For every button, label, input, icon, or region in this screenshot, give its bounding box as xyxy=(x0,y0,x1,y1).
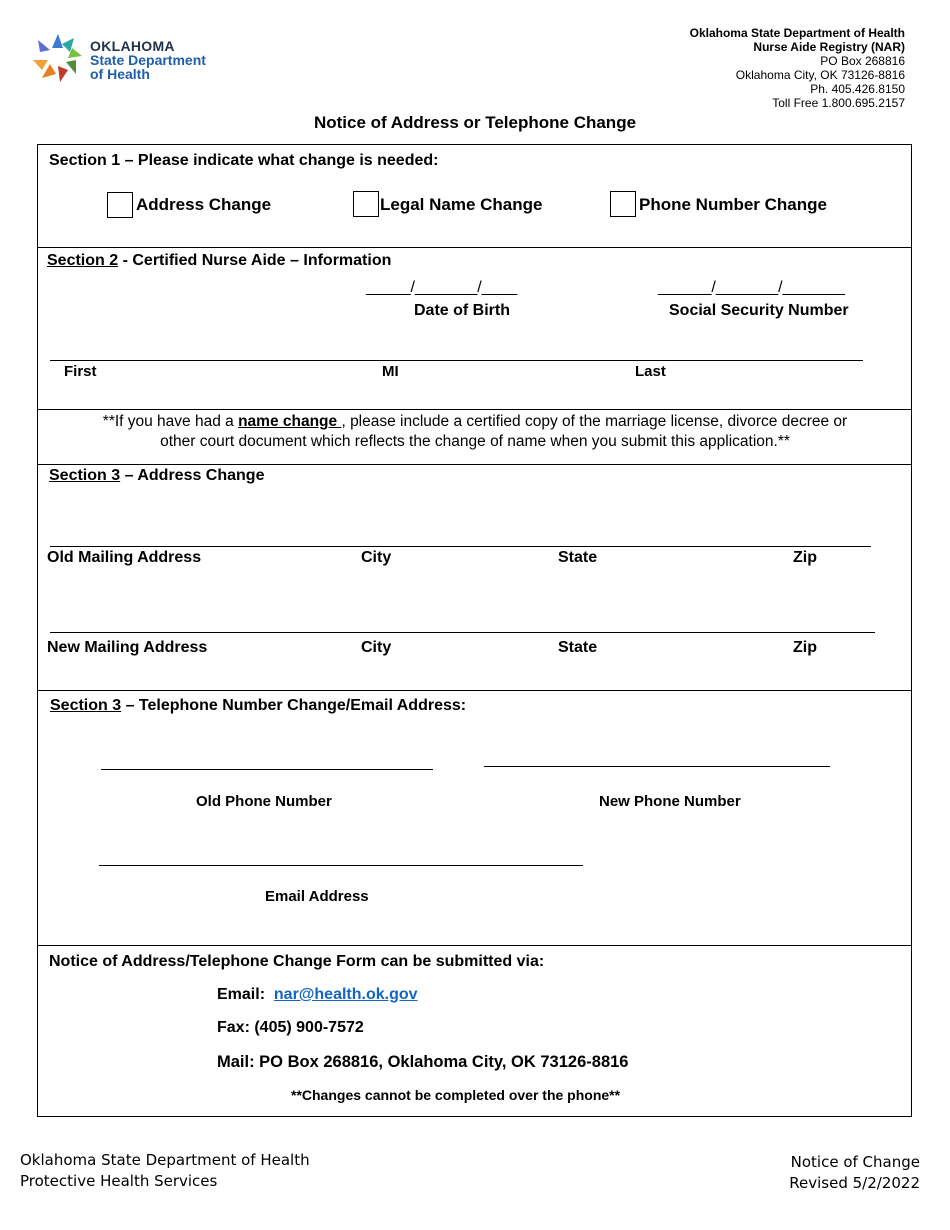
agency-address xyxy=(690,26,905,110)
old-city-label: City xyxy=(361,549,392,566)
po-box: PO Box 268816 xyxy=(820,54,905,68)
section3-address-rest: – Address Change xyxy=(120,467,265,484)
logo-line-2: State Department xyxy=(90,52,206,68)
old-mailing-address-label: Old Mailing Address xyxy=(47,549,202,566)
submission-email xyxy=(217,986,418,1004)
section3-phone-prefix: Section 3 xyxy=(50,697,122,714)
footer-agency: Oklahoma State Department of Health xyxy=(20,1151,310,1169)
email-address-label: Email Address xyxy=(265,888,369,905)
legal-name-change-label: Legal Name Change xyxy=(380,195,543,214)
address-change-label: Address Change xyxy=(136,195,272,214)
divider-note-top xyxy=(37,409,912,410)
footer-division: Protective Health Services xyxy=(20,1172,218,1190)
phone: Ph. 405.426.8150 xyxy=(810,82,905,96)
phone-number-change-checkbox[interactable] xyxy=(610,191,636,217)
new-mailing-address-label: New Mailing Address xyxy=(47,639,208,656)
new-state-label: State xyxy=(558,639,598,656)
section2-heading-prefix: Section 2 xyxy=(47,252,119,269)
first-name-label: First xyxy=(64,363,97,380)
form-title: Notice of Address or Telephone Change xyxy=(313,113,637,132)
footer-revision: Revised 5/2/2022 xyxy=(789,1174,920,1192)
email-input-line[interactable] xyxy=(99,865,583,866)
city-state-zip: Oklahoma City, OK 73126-8816 xyxy=(735,68,905,82)
legal-name-change-checkbox[interactable] xyxy=(353,191,379,217)
note-part1: **If you have had a xyxy=(102,413,239,430)
new-zip-label: Zip xyxy=(793,639,817,656)
ssn-label: Social Security Number xyxy=(669,302,849,319)
section3-address-heading xyxy=(49,467,264,485)
logo-star-icon xyxy=(30,30,86,86)
section1-heading: Section 1 – Please indicate what change is needed: xyxy=(49,152,439,169)
divider-phone-section xyxy=(37,690,912,691)
divider-section1 xyxy=(37,247,912,248)
divider-note-bottom xyxy=(37,464,912,465)
submission-fax: Fax: (405) 900-7572 xyxy=(217,1019,364,1036)
logo-line-3: of Health xyxy=(90,66,150,82)
phone-warning: **Changes cannot be completed over the phone** xyxy=(291,1087,621,1103)
email-label: Email: xyxy=(217,986,266,1003)
old-phone-input-line[interactable] xyxy=(101,769,433,770)
new-phone-label: New Phone Number xyxy=(599,793,741,810)
ssn-input[interactable]: ______/_______/_______ xyxy=(658,279,845,296)
section3-phone-heading xyxy=(50,697,466,715)
last-name-label: Last xyxy=(635,363,666,380)
section3-address-prefix: Section 3 xyxy=(49,467,121,484)
footer-form-name: Notice of Change xyxy=(790,1153,920,1171)
toll-free: Toll Free 1.800.695.2157 xyxy=(772,96,905,110)
note-part2: , please include a certified copy of the marriage license, divorce decree or xyxy=(341,413,848,430)
address-change-checkbox[interactable] xyxy=(107,192,133,218)
section2-heading xyxy=(47,252,391,270)
new-address-input-line[interactable] xyxy=(50,632,875,633)
footer-left xyxy=(20,1150,310,1192)
new-city-label: City xyxy=(361,639,392,656)
divider-submission xyxy=(37,945,912,946)
name-input-line[interactable] xyxy=(50,360,863,361)
agency-name: Oklahoma State Department of Health xyxy=(689,26,905,40)
section3-phone-rest: – Telephone Number Change/Email Address: xyxy=(121,697,467,714)
submission-mail: Mail: PO Box 268816, Oklahoma City, OK 73126-8816 xyxy=(217,1053,629,1071)
note-emphasis: name change xyxy=(238,413,342,430)
dob-input[interactable]: _____/_______/____ xyxy=(366,279,518,296)
osdh-logo xyxy=(30,30,230,86)
submission-heading: Notice of Address/Telephone Change Form can be submitted via: xyxy=(49,953,545,970)
section2-heading-rest: - Certified Nurse Aide – Information xyxy=(118,252,392,269)
middle-initial-label: MI xyxy=(382,363,399,380)
old-address-input-line[interactable] xyxy=(50,546,871,547)
footer-right xyxy=(789,1152,920,1194)
dob-label: Date of Birth xyxy=(414,302,510,319)
old-phone-label: Old Phone Number xyxy=(196,793,332,810)
new-phone-input-line[interactable] xyxy=(484,766,830,767)
old-zip-label: Zip xyxy=(793,549,817,566)
registry-name: Nurse Aide Registry (NAR) xyxy=(753,40,905,54)
name-change-note xyxy=(40,412,910,452)
phone-number-change-label: Phone Number Change xyxy=(639,195,827,214)
old-state-label: State xyxy=(558,549,598,566)
logo-line-1: OKLAHOMA xyxy=(90,38,175,54)
note-line2: other court document which reflects the change of name when you submit this application.** xyxy=(160,433,790,450)
email-link[interactable]: nar@health.ok.gov xyxy=(273,986,418,1003)
